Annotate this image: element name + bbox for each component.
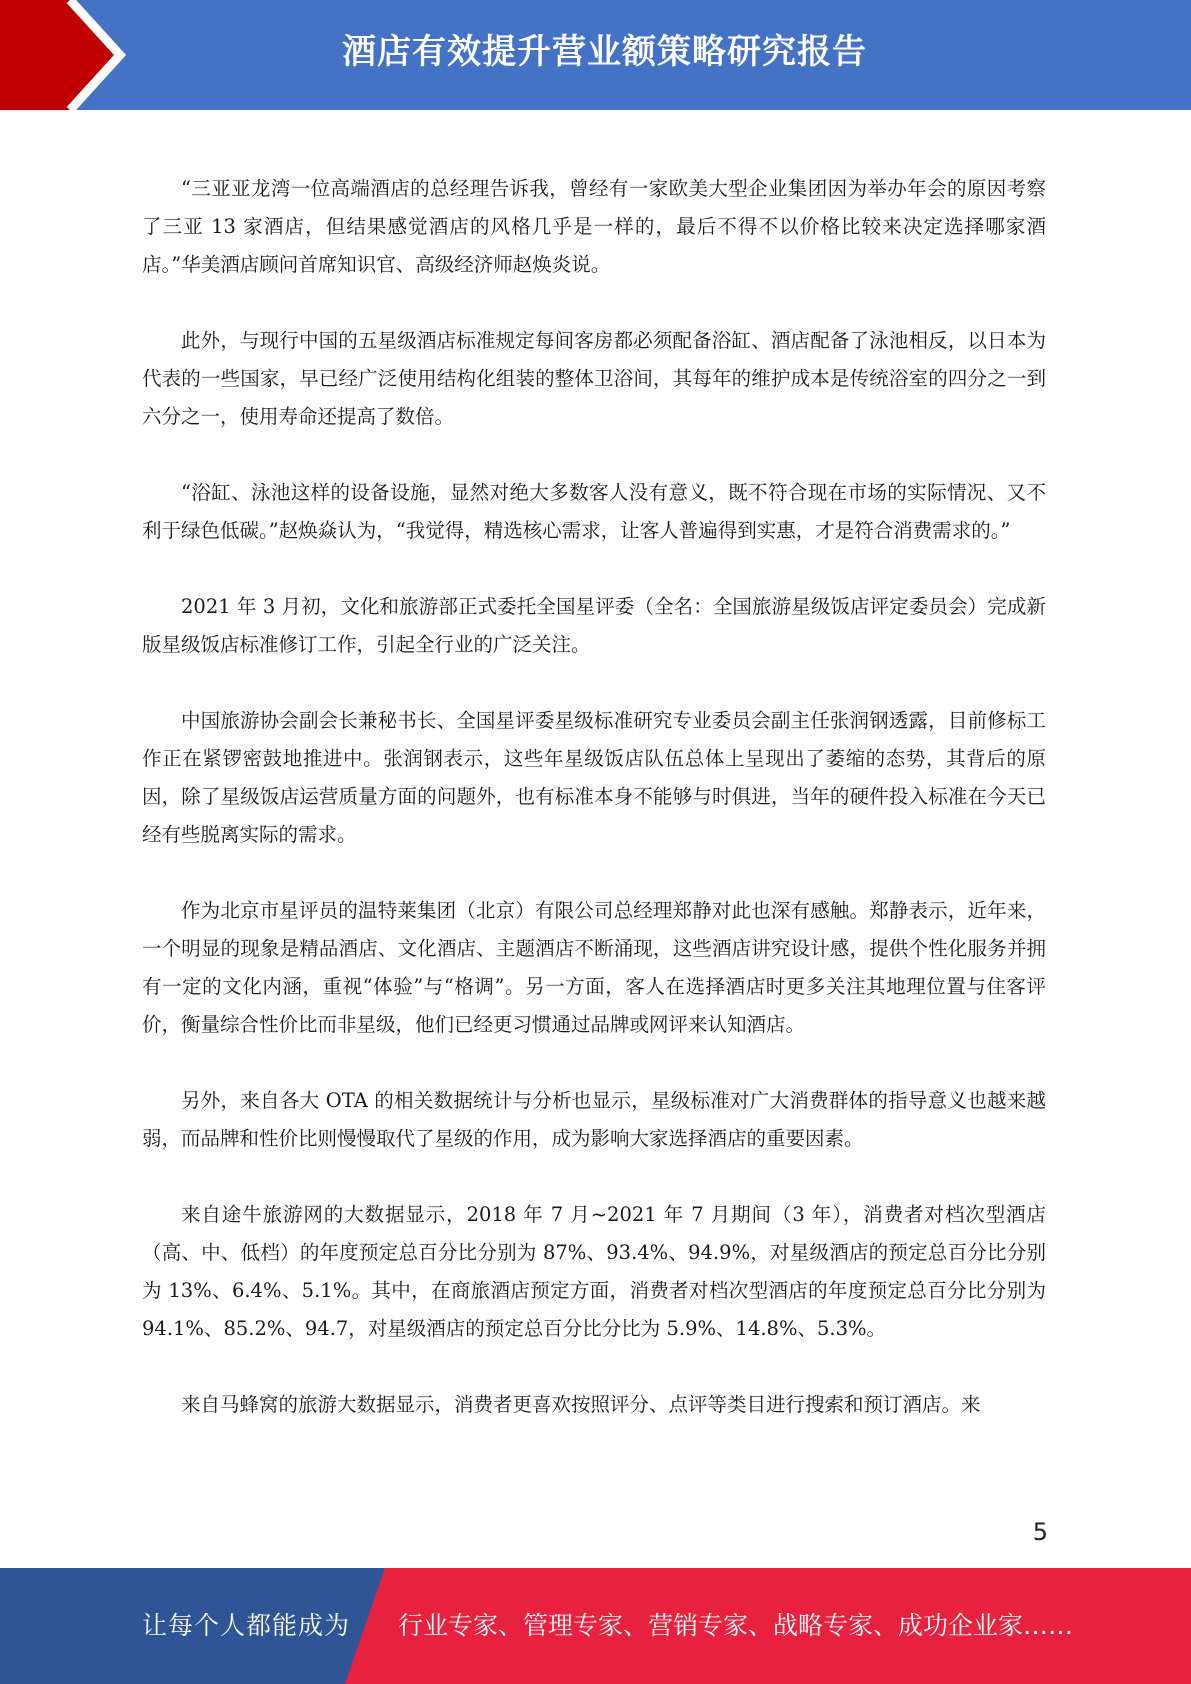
- article-body: [142, 170, 1046, 1462]
- report-title: 酒店有效提升营业额策略研究报告: [342, 32, 867, 72]
- paragraph: 来自途牛旅游网的大数据显示，2018 年 7 月~2021 年 7 月期间（3 年），消费者对档次型酒店（高、中、低档）的年度预定总百分比分别为 87%、93.4%、94.9%，对星级酒店的预定总百分比分别为 13%、6.4%、5.1%。其中，在商旅酒店预定方面，消费者对档次型酒店的年度预定总百分比分别为 94.1%、85.2%、94.7，对星级酒店的预定总百分比分比为 5.9%、14.8%、5.3%。: [142, 1203, 1046, 1340]
- footer-slogan-right: 行业专家、管理专家、营销专家、战略专家、成功企业家……: [398, 1611, 1074, 1640]
- paragraph: 中国旅游协会副会长兼秘书长、全国星评委星级标准研究专业委员会副主任张润钢透露，目前修标工作正在紧锣密鼓地推进中。张润钢表示，这些年星级饭店队伍总体上呈现出了萎缩的态势，其背后的原因，除了星级饭店运营质量方面的问题外，也有标准本身不能够与时俱进，当年的硬件投入标准在今天已经有些脱离实际的需求。: [142, 709, 1046, 846]
- footer-banner: [0, 1568, 1191, 1684]
- footer-slogan-left: 让每个人都能成为: [142, 1611, 351, 1640]
- paragraph: “浴缸、泳池这样的设备设施，显然对绝大多数客人没有意义，既不符合现在市场的实际情况、又不利于绿色低碳。”赵焕焱认为，“我觉得，精选核心需求，让客人普遍得到实惠，才是符合消费需求的。”: [142, 481, 1046, 542]
- paragraph: 来自马蜂窝的旅游大数据显示，消费者更喜欢按照评分、点评等类目进行搜索和预订酒店。来: [181, 1393, 981, 1416]
- paragraph: “三亚亚龙湾一位高端酒店的总经理告诉我，曾经有一家欧美大型企业集团因为举办年会的原因考察了三亚 13 家酒店，但结果感觉酒店的风格几乎是一样的，最后不得不以价格比较来决定选择哪家酒店。”华美酒店顾问首席知识官、高级经济师赵焕炎说。: [142, 177, 1046, 276]
- paragraph: 作为北京市星评员的温特莱集团（北京）有限公司总经理郑静对此也深有感触。郑静表示，近年来，一个明显的现象是精品酒店、文化酒店、主题酒店不断涌现，这些酒店讲究设计感，提供个性化服务并拥有一定的文化内涵，重视“体验”与“格调”。另一方面，客人在选择酒店时更多关注其地理位置与住客评价，衡量综合性价比而非星级，他们已经更习惯通过品牌或网评来认知酒店。: [142, 899, 1046, 1036]
- header-banner: [0, 0, 1191, 110]
- paragraph: 2021 年 3 月初，文化和旅游部正式委托全国星评委（全名：全国旅游星级饭店评定委员会）完成新版星级饭店标准修订工作，引起全行业的广泛关注。: [142, 595, 1046, 656]
- page-number: 5: [1032, 1518, 1048, 1546]
- paragraph: 此外，与现行中国的五星级酒店标准规定每间客房都必须配备浴缸、酒店配备了泳池相反，以日本为代表的一些国家，早已经广泛使用结构化组装的整体卫浴间，其每年的维护成本是传统浴室的四分之一到六分之一，使用寿命还提高了数倍。: [142, 329, 1046, 428]
- paragraph: 另外，来自各大 OTA 的相关数据统计与分析也显示，星级标准对广大消费群体的指导意义也越来越弱，而品牌和性价比则慢慢取代了星级的作用，成为影响大家选择酒店的重要因素。: [142, 1089, 1046, 1150]
